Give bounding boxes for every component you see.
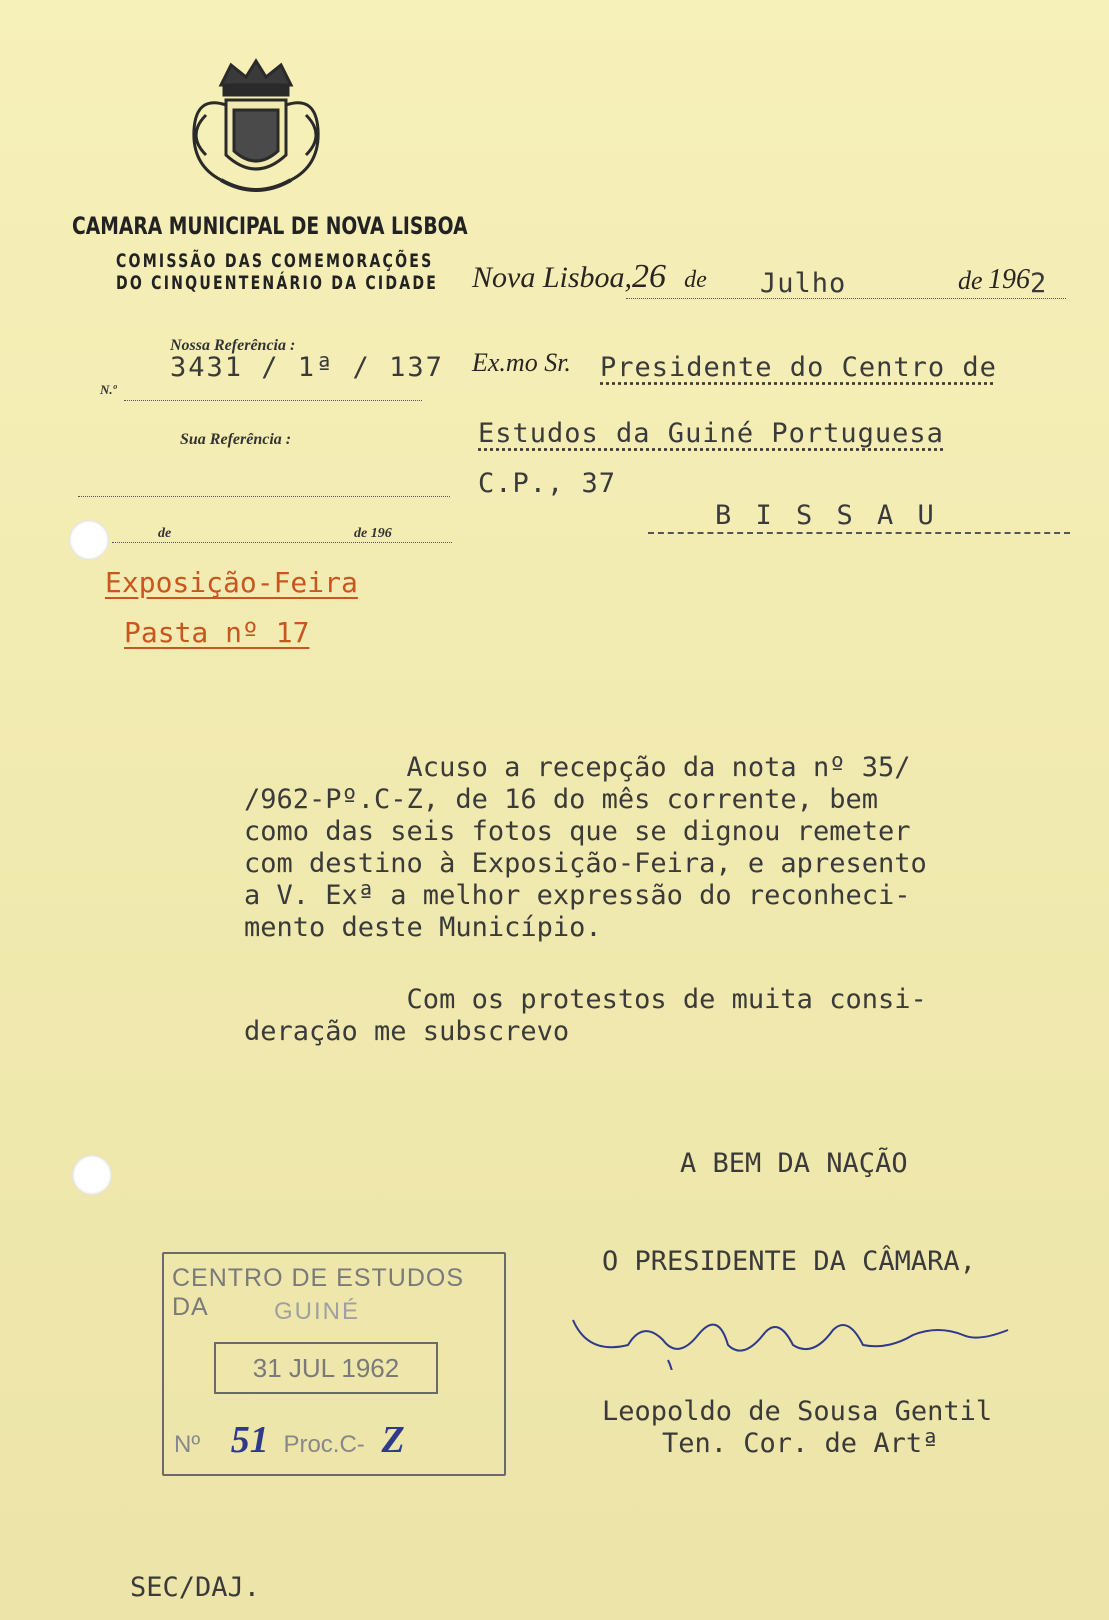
punch-hole-bottom — [72, 1155, 112, 1195]
body-p2-line1: Com os protestos de muita consi- — [244, 984, 927, 1015]
body-p1-line6: mento deste Município. — [244, 912, 602, 943]
coat-of-arms-icon — [176, 55, 336, 205]
recipient-city-underline — [648, 532, 1070, 534]
annotation-exposicao-feira: Exposição-Feira — [105, 566, 358, 599]
your-reference-line — [78, 496, 450, 497]
stamp-proc-label: Proc.C- — [283, 1431, 365, 1458]
stamp-number-value: 51 — [230, 1419, 269, 1461]
recipient-line3: C.P., 37 — [478, 468, 617, 499]
dateline-year-prefix: 196 — [988, 264, 1030, 295]
your-reference-date-line — [112, 542, 452, 543]
body-p1-line2: /962-Pº.C-Z, de 16 do mês corrente, bem — [244, 784, 878, 815]
dateline-de2: de — [958, 266, 983, 295]
stamp-proc-value: Z — [381, 1419, 405, 1461]
signature-icon — [568, 1300, 1028, 1370]
date-de-label: de — [158, 526, 172, 541]
stamp-institution-line2: GUINÉ — [274, 1298, 361, 1325]
dateline — [472, 258, 707, 296]
body-p1-line3: como das seis fotos que se dignou remeter — [244, 816, 911, 847]
recipient-city: B I S S A U — [715, 500, 938, 531]
closing-name: Leopoldo de Sousa Gentil — [602, 1396, 993, 1427]
annotation-pasta: Pasta nº 17 — [124, 616, 310, 649]
closing-role: O PRESIDENTE DA CÂMARA, — [602, 1246, 976, 1277]
punch-hole-top — [69, 520, 109, 560]
closing-motto: A BEM DA NAÇÃO — [680, 1148, 908, 1179]
our-reference-value: 3431 / 1ª / 137 — [170, 352, 444, 383]
footer-initials: SEC/DAJ. — [130, 1572, 261, 1603]
our-reference-label: Nossa Referência : — [170, 337, 296, 354]
closing-rank: Ten. Cor. de Artª — [662, 1428, 939, 1459]
your-reference-label: Sua Referência : — [180, 431, 292, 448]
stamp-date: 31 JUL 1962 — [214, 1342, 438, 1394]
recipient-line1: Presidente do Centro de — [600, 352, 997, 383]
stamp-number-label: Nº — [174, 1431, 201, 1458]
letterhead-subtitle-line2: DO CINQUENTENÁRIO DA CIDADE — [116, 272, 439, 294]
received-stamp — [162, 1252, 506, 1476]
stamp-institution: CENTRO DE ESTUDOS DA — [172, 1264, 465, 1321]
body-paragraph-1 — [244, 752, 927, 944]
body-paragraph-2 — [244, 984, 927, 1048]
letterhead-title: CAMARA MUNICIPAL DE NOVA LISBOA — [72, 212, 468, 240]
number-label: N.º — [100, 382, 117, 397]
body-p1-line5: a V. Exª a melhor expressão do reconheci- — [244, 880, 911, 911]
recipient-salutation: Ex.mo Sr. — [472, 348, 571, 377]
body-p2-line2: deração me subscrevo — [244, 1016, 570, 1047]
date-year-label: de 196 — [354, 526, 392, 541]
dateline-de1: de — [684, 267, 707, 293]
letterhead-subtitle-line1: COMISSÃO DAS COMEMORAÇÕES — [116, 250, 434, 272]
body-p1-line1: Acuso a recepção da nota nº 35/ — [244, 752, 911, 783]
body-p1-line4: com destino à Exposição-Feira, e apresento — [244, 848, 927, 879]
stamp-number-row — [174, 1418, 405, 1462]
dateline-place: Nova Lisboa, — [472, 261, 633, 294]
recipient-line2: Estudos da Guiné Portuguesa — [478, 418, 944, 449]
dateline-month: Julho — [760, 268, 847, 299]
our-reference-line — [124, 400, 422, 401]
dateline-day: 26 — [632, 258, 667, 295]
dateline-year-digit: 2 — [1030, 268, 1048, 299]
